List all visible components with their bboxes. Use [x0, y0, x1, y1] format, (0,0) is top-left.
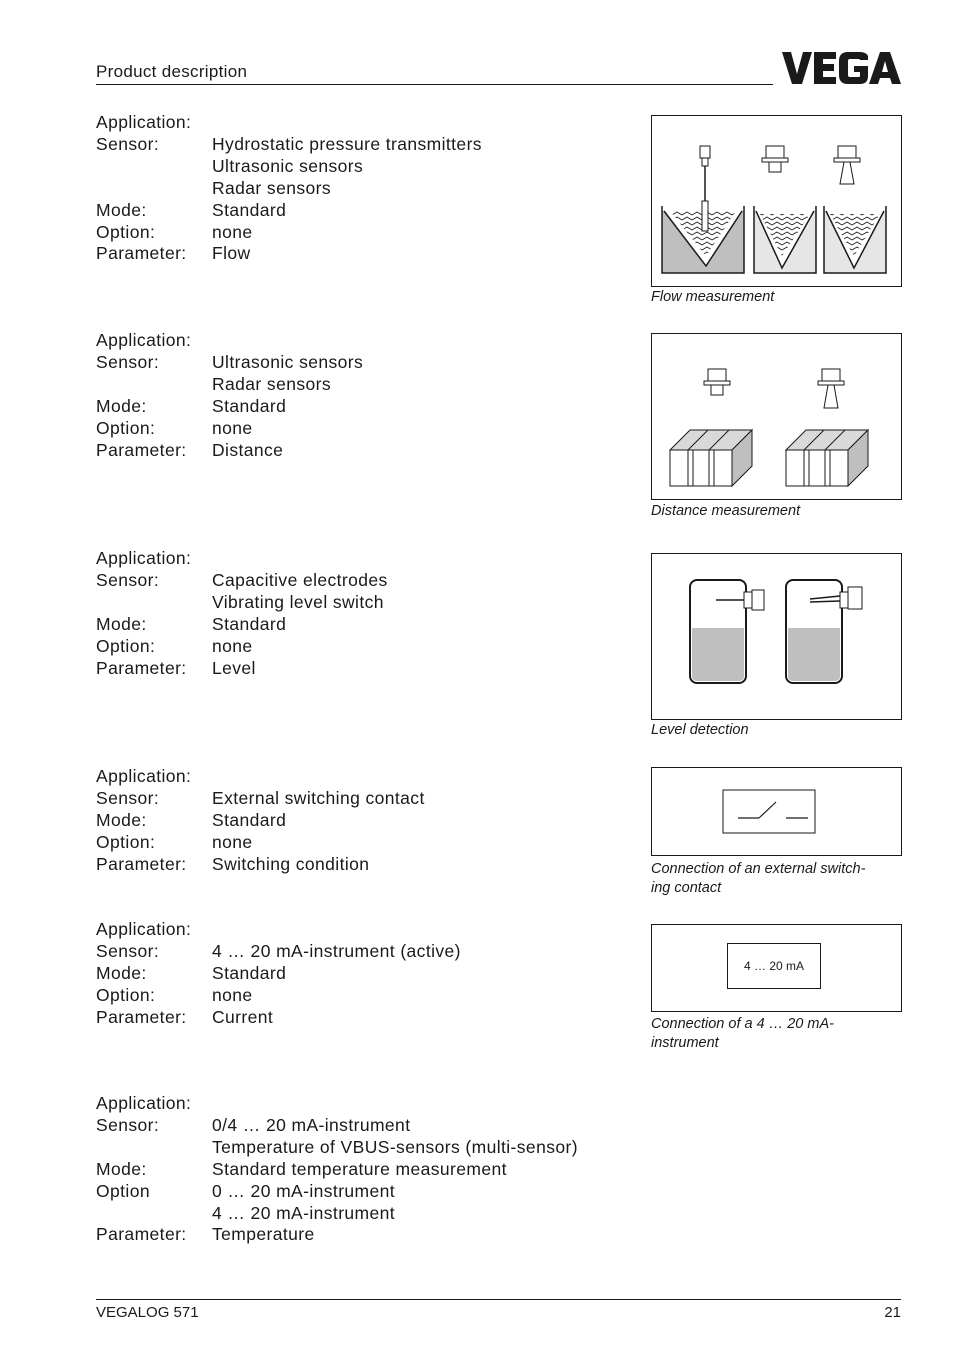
spec-label: Option [96, 1180, 150, 1201]
spec-row [96, 1224, 578, 1246]
spec-row [96, 810, 425, 832]
spec-label: Application: [96, 919, 192, 939]
figure-caption: Flow measurement [651, 289, 775, 305]
spec-row [96, 200, 482, 222]
spec-label [96, 592, 212, 614]
section-level [96, 548, 388, 679]
spec-row [96, 854, 425, 876]
current-range-box: 4 … 20 mA [727, 943, 821, 989]
spec-row [96, 374, 363, 396]
spec-label: Option: [96, 417, 156, 438]
spec-value: none [212, 635, 253, 656]
spec-row [96, 941, 461, 963]
spec-label: Parameter: [96, 1006, 187, 1027]
spec-label: Application: [96, 766, 192, 786]
spec-label: Application: [96, 112, 192, 132]
spec-row [96, 178, 482, 200]
switch-contact-figure [651, 767, 902, 856]
caption-line: Connection of a 4 … 20 mA- [651, 1016, 834, 1032]
figure-caption [651, 1015, 901, 1053]
spec-row [96, 418, 363, 440]
caption-line: ing contact [651, 880, 722, 896]
footer-product-name: VEGALOG 571 [96, 1304, 199, 1321]
spec-value: Hydrostatic pressure transmitters [212, 133, 482, 154]
spec-label: Sensor: [96, 940, 160, 961]
spec-label: Parameter: [96, 657, 187, 678]
spec-label: Application: [96, 1093, 192, 1113]
spec-value: none [212, 831, 253, 852]
spec-value: 0/4 … 20 mA-instrument [212, 1114, 411, 1135]
spec-label: Sensor: [96, 1114, 160, 1135]
spec-value: Standard [212, 199, 287, 220]
spec-label: Application: [96, 548, 192, 568]
spec-value: Flow [212, 243, 251, 264]
header-rule [96, 84, 773, 85]
level-detection-figure [651, 553, 902, 720]
figure-caption: Level detection [651, 722, 749, 738]
figure-caption [651, 860, 901, 898]
spec-row [96, 919, 461, 941]
spec-value: Capacitive electrodes [212, 569, 388, 590]
footer-rule [96, 1299, 901, 1300]
spec-value: none [212, 984, 253, 1005]
spec-row [96, 112, 482, 134]
spec-value: Ultrasonic sensors [212, 155, 364, 176]
spec-row [96, 352, 363, 374]
spec-label: Option: [96, 984, 156, 1005]
spec-row [96, 592, 388, 614]
current-instrument-figure [651, 924, 902, 1012]
spec-row [96, 766, 425, 788]
spec-row [96, 1137, 578, 1159]
spec-row [96, 1093, 578, 1115]
spec-label: Sensor: [96, 351, 160, 372]
section-distance [96, 330, 363, 461]
section-switching-contact [96, 766, 425, 876]
spec-value: Standard temperature measurement [212, 1158, 507, 1179]
spec-row [96, 985, 461, 1007]
page-header-title: Product description [96, 62, 248, 81]
spec-value: Switching condition [212, 853, 370, 874]
spec-row [96, 222, 482, 244]
spec-label: Mode: [96, 395, 147, 416]
spec-value: Standard [212, 613, 287, 634]
spec-value: Standard [212, 395, 287, 416]
spec-row [96, 658, 388, 680]
caption-line: instrument [651, 1035, 719, 1051]
spec-value: Current [212, 1006, 274, 1027]
section-temperature [96, 1093, 578, 1246]
vega-logo [782, 50, 902, 86]
caption-line: Connection of an external switch- [651, 861, 866, 877]
spec-label: Parameter: [96, 853, 187, 874]
spec-label: Mode: [96, 962, 147, 983]
spec-row [96, 1159, 578, 1181]
spec-row [96, 1203, 578, 1225]
spec-label: Parameter: [96, 1224, 187, 1245]
spec-value: Radar sensors [212, 373, 332, 394]
spec-row [96, 548, 388, 570]
spec-row [96, 1007, 461, 1029]
spec-value: External switching contact [212, 787, 425, 808]
spec-value: 4 … 20 mA-instrument [212, 1202, 396, 1223]
spec-label: Sensor: [96, 133, 160, 154]
section-flow [96, 112, 482, 265]
spec-value: 4 … 20 mA-instrument (active) [212, 940, 461, 961]
spec-label [96, 374, 212, 396]
spec-label: Mode: [96, 809, 147, 830]
spec-row [96, 832, 425, 854]
spec-label [96, 1137, 212, 1159]
spec-row [96, 330, 363, 352]
spec-value: Standard [212, 962, 287, 983]
spec-label: Option: [96, 221, 156, 242]
spec-row [96, 1115, 578, 1137]
spec-label: Option: [96, 831, 156, 852]
spec-row [96, 440, 363, 462]
spec-row [96, 963, 461, 985]
spec-value: Level [212, 657, 256, 678]
spec-label: Sensor: [96, 787, 160, 808]
spec-value: Standard [212, 809, 287, 830]
spec-row [96, 156, 482, 178]
spec-label: Mode: [96, 1158, 147, 1179]
spec-label: Application: [96, 330, 192, 350]
spec-row [96, 396, 363, 418]
spec-label: Parameter: [96, 243, 187, 264]
spec-row [96, 614, 388, 636]
spec-row [96, 570, 388, 592]
spec-value: Distance [212, 439, 284, 460]
spec-value: 0 … 20 mA-instrument [212, 1180, 396, 1201]
flow-measurement-figure [651, 115, 902, 287]
footer-page-number: 21 [884, 1304, 901, 1321]
spec-row [96, 134, 482, 156]
figure-caption: Distance measurement [651, 503, 801, 519]
spec-value: Temperature of VBUS-sensors (multi-sensor) [212, 1136, 578, 1157]
spec-row [96, 243, 482, 265]
spec-value: Ultrasonic sensors [212, 351, 364, 372]
spec-label: Parameter: [96, 439, 187, 460]
spec-value: none [212, 221, 253, 242]
spec-row [96, 788, 425, 810]
spec-label: Mode: [96, 613, 147, 634]
section-current [96, 919, 461, 1029]
spec-label: Option: [96, 635, 156, 656]
spec-label: Mode: [96, 199, 147, 220]
spec-row [96, 1181, 578, 1203]
spec-row [96, 636, 388, 658]
spec-value: Temperature [212, 1224, 315, 1245]
distance-measurement-figure [651, 333, 902, 500]
spec-label [96, 1203, 212, 1225]
spec-label: Sensor: [96, 569, 160, 590]
spec-value: Radar sensors [212, 177, 332, 198]
spec-value: Vibrating level switch [212, 591, 384, 612]
spec-label [96, 156, 212, 178]
spec-value: none [212, 417, 253, 438]
spec-label [96, 178, 212, 200]
